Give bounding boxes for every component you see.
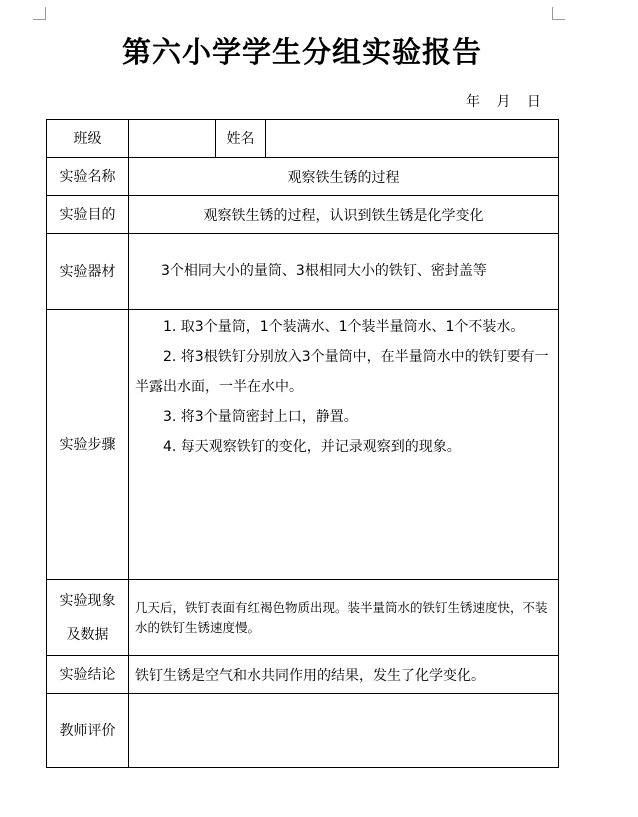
observation-label-line2: 及数据 (66, 626, 109, 643)
class-label: 班级 (47, 120, 129, 158)
equipment-value[interactable]: 3个相同大小的量筒、3根相同大小的铁钉、密封盖等 (129, 234, 559, 310)
report-table (46, 119, 559, 768)
date-line: 年 月 日 (466, 94, 541, 110)
row-class-name (47, 120, 559, 158)
purpose-value[interactable]: 观察铁生锈的过程，认识到铁生锈是化学变化 (129, 196, 559, 234)
page-title: 第六小学学生分组实验报告 (121, 35, 482, 69)
conclusion-label: 实验结论 (47, 656, 129, 694)
class-value[interactable] (129, 120, 216, 158)
teacher-label: 教师评价 (47, 694, 129, 768)
observation-label (47, 580, 129, 656)
experiment-name-label: 实验名称 (47, 158, 129, 196)
step-item: 4. 每天观察铁钉的变化，并记录观察到的现象。 (163, 439, 461, 455)
row-equipment (47, 234, 559, 310)
purpose-label: 实验目的 (47, 196, 129, 234)
row-purpose (47, 196, 559, 234)
equipment-label: 实验器材 (47, 234, 129, 310)
page-corner-mark-top-right (552, 7, 565, 20)
steps-value[interactable] (129, 310, 559, 580)
name-label: 姓名 (216, 120, 266, 158)
step-item: 3. 将3个量筒密封上口，静置。 (163, 409, 358, 425)
teacher-value[interactable] (129, 694, 559, 768)
row-steps (47, 310, 559, 580)
row-conclusion (47, 656, 559, 694)
row-experiment-name (47, 158, 559, 196)
step-item: 2. 将3根铁钉分别放入3个量筒中，在半量筒水中的铁钉要有一半露出水面，一半在水中。 (135, 349, 549, 395)
observation-value[interactable]: 几天后，铁钉表面有红褐色物质出现。装半量筒水的铁钉生锈速度快，不装水的铁钉生锈速度慢。 (129, 580, 559, 656)
observation-label-line1: 实验现象 (59, 592, 116, 609)
steps-label: 实验步骤 (47, 310, 129, 580)
conclusion-value[interactable]: 铁钉生锈是空气和水共同作用的结果，发生了化学变化。 (129, 656, 559, 694)
experiment-name-value[interactable]: 观察铁生锈的过程 (129, 158, 559, 196)
row-observation (47, 580, 559, 656)
row-teacher-comment (47, 694, 559, 768)
name-value[interactable] (266, 120, 559, 158)
page-corner-mark-top-left (33, 7, 46, 20)
step-item: 1. 取3个量筒，1个装满水、1个装半量筒水、1个不装水。 (163, 319, 525, 335)
